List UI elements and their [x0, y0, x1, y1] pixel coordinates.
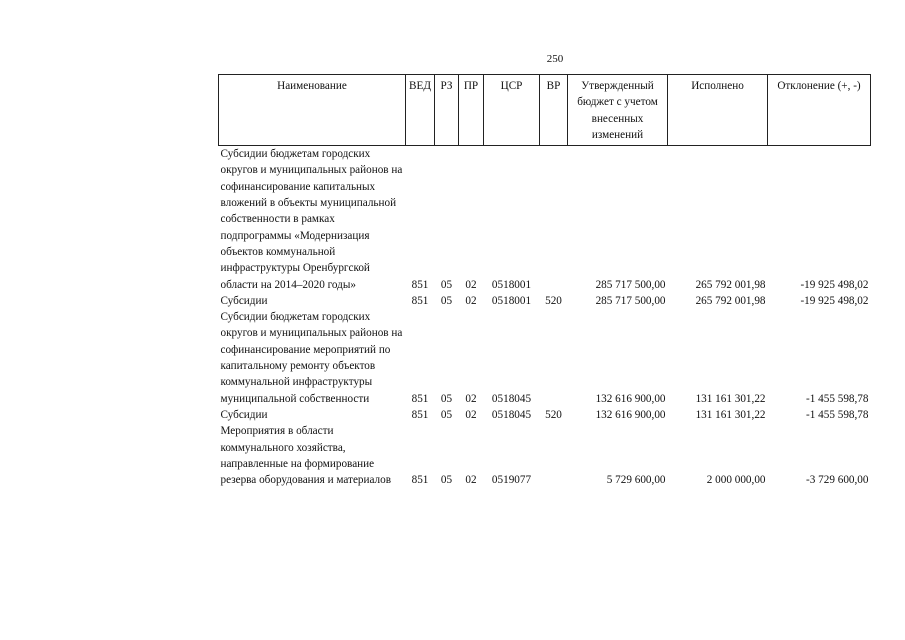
row-vr: [540, 146, 568, 293]
row-name: Субсидии бюджетам городских округов и муниципальных районов на софинансирование мероприятий по капитальному ремонту объектов коммунальной инфраструктуры муниципальной собственности: [220, 311, 403, 405]
row-vr: [540, 309, 568, 407]
header-executed: Исполнено: [668, 75, 768, 146]
table-row: [219, 146, 871, 293]
header-rz: РЗ: [435, 75, 459, 146]
table-row: [219, 309, 871, 407]
table-row: [219, 293, 871, 309]
row-approved: 132 616 900,00: [595, 408, 666, 421]
row-csr: 0519077: [491, 474, 532, 487]
row-deviation: -19 925 498,02: [800, 278, 869, 291]
row-approved: 285 717 500,00: [595, 294, 666, 307]
row-csr: 0518045: [491, 392, 532, 405]
header-pr: ПР: [459, 75, 484, 146]
row-vr: [540, 423, 568, 488]
row-ved: 851: [411, 278, 429, 291]
table-row: [219, 407, 871, 423]
row-rz: 05: [440, 392, 453, 405]
row-deviation: -19 925 498,02: [800, 294, 869, 307]
row-pr: 02: [465, 294, 477, 307]
header-deviation: Отклонение (+, -): [768, 75, 871, 146]
row-pr: 02: [465, 392, 477, 405]
row-name: Мероприятия в области коммунального хозяйства, направленные на формирование резерва оборудования и материалов: [220, 425, 392, 487]
header-approved: Утвержденный бюджет с учетом внесенных изменений: [568, 75, 668, 146]
row-name: Субсидии: [220, 294, 268, 307]
row-name: Субсидии: [220, 408, 268, 421]
row-vr: 520: [545, 408, 562, 421]
header-ved: ВЕД: [406, 75, 435, 146]
row-executed: 2 000 000,00: [706, 474, 766, 487]
header-name: Наименование: [219, 75, 406, 146]
row-ved: 851: [411, 408, 429, 421]
row-executed: 265 792 001,98: [695, 278, 766, 291]
table-row: [219, 423, 871, 488]
row-csr: 0518001: [491, 294, 532, 307]
row-rz: 05: [440, 278, 453, 291]
page-number: 250: [546, 53, 564, 65]
row-rz: 05: [440, 474, 453, 487]
header-csr: ЦСР: [484, 75, 540, 146]
row-ved: 851: [411, 392, 429, 405]
budget-table: [218, 74, 871, 488]
row-vr: 520: [545, 294, 562, 307]
row-deviation: -3 729 600,00: [806, 474, 869, 487]
row-approved: 285 717 500,00: [595, 278, 666, 291]
header-row: [219, 75, 871, 146]
row-name: Субсидии бюджетам городских округов и муниципальных районов на софинансирование капитальных вложений в объекты муниципальной собственности в рамках подпрограммы «Модернизация объектов коммунальной инфраструктуры Оренбургской области на 2014–2020 годы»: [220, 148, 403, 291]
row-approved: 132 616 900,00: [595, 392, 666, 405]
row-deviation: -1 455 598,78: [806, 408, 869, 421]
row-rz: 05: [440, 294, 453, 307]
header-vr: ВР: [540, 75, 568, 146]
row-ved: 851: [411, 474, 429, 487]
row-approved: 5 729 600,00: [606, 474, 666, 487]
row-deviation: -1 455 598,78: [806, 392, 869, 405]
row-pr: 02: [465, 474, 477, 487]
row-pr: 02: [465, 408, 477, 421]
row-rz: 05: [440, 408, 453, 421]
row-csr: 0518045: [491, 408, 532, 421]
row-pr: 02: [465, 278, 477, 291]
row-executed: 131 161 301,22: [695, 408, 766, 421]
row-ved: 851: [411, 294, 429, 307]
row-executed: 131 161 301,22: [695, 392, 766, 405]
row-csr: 0518001: [491, 278, 532, 291]
row-executed: 265 792 001,98: [695, 294, 766, 307]
